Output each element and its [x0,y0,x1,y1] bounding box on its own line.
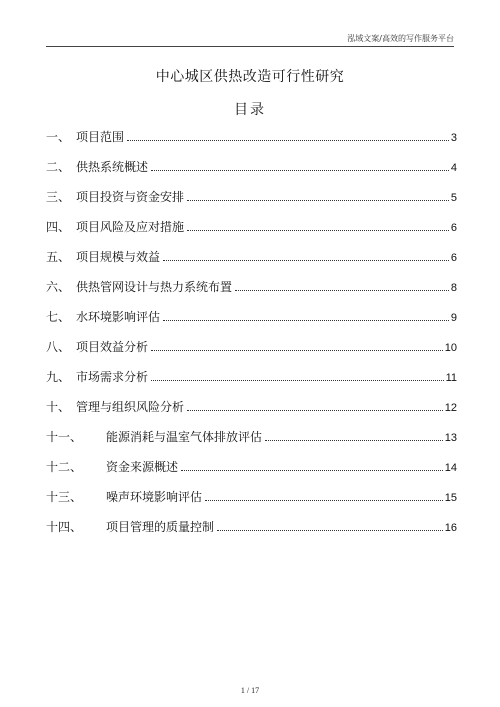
toc-entry-number: 四、 [46,220,71,234]
toc-entry-number: 十四、 [46,520,83,534]
toc-entry-page: 8 [450,282,457,294]
header-divider [46,46,454,47]
toc-entry-title: 资金来源概述 [106,460,179,474]
toc-entry[interactable] [46,368,457,398]
toc-entry-number: 十二、 [46,460,83,474]
toc-entry[interactable] [46,218,457,248]
toc-entry-page: 9 [450,312,457,324]
toc-heading: 目录 [234,102,266,118]
toc-entry-number: 八、 [46,340,71,354]
toc-entry-title: 管理与组织风险分析 [76,400,185,414]
toc-entry-page: 6 [450,252,457,264]
page-indicator: 1 / 17 [240,686,260,695]
toc-dot-leader [187,410,443,411]
toc-entry-title: 项目管理的质量控制 [106,520,215,534]
toc-entry-number: 十三、 [46,490,83,504]
toc-entry-title: 水环境影响评估 [76,310,161,324]
toc-entry-page: 10 [444,342,457,354]
toc-entry[interactable] [46,248,457,278]
toc-entry-number: 五、 [46,250,71,264]
toc-entry-page: 11 [445,372,457,384]
toc-entry-number: 九、 [46,370,71,384]
toc-entry[interactable] [46,278,457,308]
toc-entry-page: 6 [450,222,457,234]
toc-dot-leader [217,530,443,531]
toc-entry-page: 3 [450,132,457,144]
toc-entry-title: 项目风险及应对措施 [76,220,185,234]
toc-entry[interactable] [46,428,457,458]
toc-entry-number: 一、 [46,130,71,144]
toc-entry-title: 供热系统概述 [76,160,149,174]
table-of-contents [46,128,457,548]
toc-entry-page: 12 [444,402,457,414]
toc-dot-leader [127,140,449,141]
toc-entry-title: 项目投资与资金安排 [76,190,185,204]
toc-entry-title: 项目范围 [76,130,125,144]
toc-entry-title: 项目效益分析 [76,340,149,354]
toc-entry-page: 16 [444,522,457,534]
toc-entry[interactable] [46,308,457,338]
toc-entry[interactable] [46,338,457,368]
toc-dot-leader [151,350,443,351]
toc-entry-page: 5 [450,192,457,204]
toc-entry-number: 三、 [46,190,71,204]
toc-entry-title: 项目规模与效益 [76,250,161,264]
toc-entry[interactable] [46,488,457,518]
toc-dot-leader [187,200,449,201]
toc-dot-leader [181,470,443,471]
toc-entry-title: 能源消耗与温室气体排放评估 [106,430,263,444]
toc-entry-number: 七、 [46,310,71,324]
header-text: 泓域文案/高效的写作服务平台 [347,34,454,43]
toc-dot-leader [205,500,443,501]
toc-entry-number: 十、 [46,400,71,414]
toc-entry[interactable] [46,158,457,188]
toc-entry-title: 市场需求分析 [76,370,149,384]
toc-dot-leader [265,440,443,441]
toc-entry-number: 二、 [46,160,71,174]
toc-dot-leader [187,230,449,231]
toc-entry[interactable] [46,458,457,488]
toc-entry-page: 15 [444,492,457,504]
toc-entry-title: 供热管网设计与热力系统布置 [76,280,233,294]
toc-entry-page: 13 [444,432,457,444]
toc-entry-title: 噪声环境影响评估 [106,490,203,504]
toc-dot-leader [151,380,444,381]
toc-entry[interactable] [46,518,457,548]
toc-entry-page: 4 [450,162,457,174]
toc-dot-leader [163,320,449,321]
toc-entry[interactable] [46,188,457,218]
toc-dot-leader [151,170,449,171]
toc-entry-page: 14 [444,462,457,474]
toc-dot-leader [235,290,449,291]
toc-entry[interactable] [46,128,457,158]
toc-dot-leader [163,260,449,261]
toc-entry[interactable] [46,398,457,428]
toc-entry-number: 十一、 [46,430,83,444]
document-title: 中心城区供热改造可行性研究 [155,69,345,85]
toc-entry-number: 六、 [46,280,71,294]
